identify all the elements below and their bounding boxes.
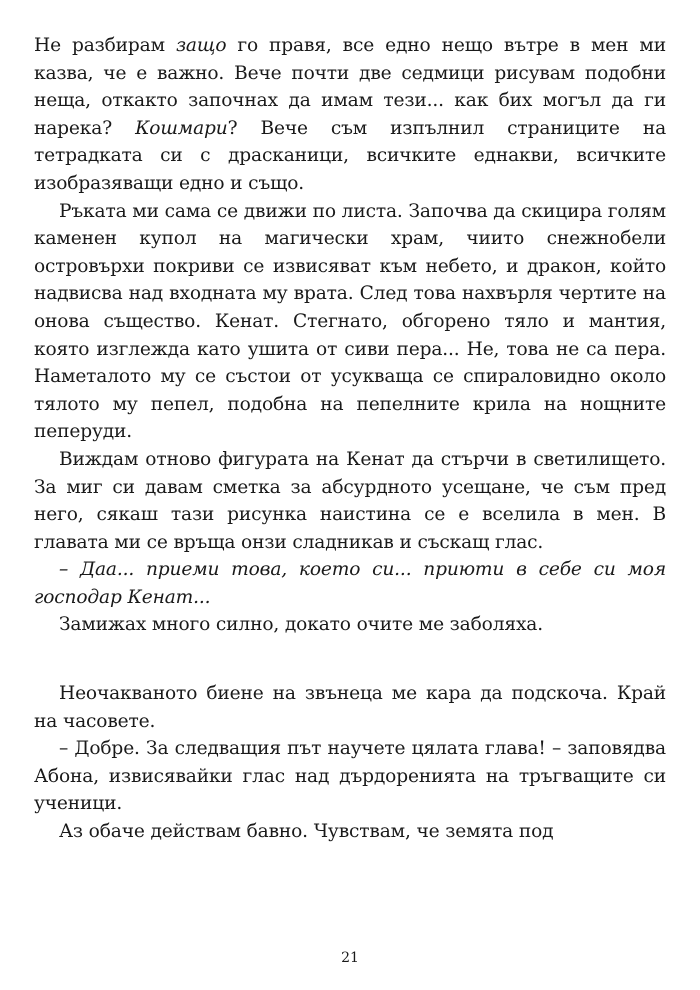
paragraph-1 [34,32,666,198]
paragraph-1-emphasis-nightmares: Кошмари [135,117,228,139]
paragraph-1-text-c: ? Вече съм изпълнил страниците на тетрадката си с драсканици, всичките еднакви, всичките изобразяващи едно и също. [34,117,666,194]
paragraph-3: Виждам отново фигурата на Кенат да стърчи в светилището. За миг си давам сметка за абсурдното усещане, че съм пред него, сякаш тази рисунка наистина се е вселила в мен. В главата ми се връща онзи сладникав и съскащ глас. [34,448,666,553]
page-body [34,32,666,846]
page-number: 21 [341,950,359,966]
section-break [34,639,666,680]
paragraph-5: Замижах много силно, докато очите ме заболяха. [59,614,543,636]
paragraph-1-text-b: го правя, все едно нещо вътре в мен ми казва, че е важно. Вече почти две седмици рисувам подобни неща, откакто започнах да имам тези... как бих могъл да ги нарека? [34,35,666,139]
paragraph-1-emphasis-why: защо [175,35,227,56]
paragraph-1-text-a: Не разбирам [34,35,176,56]
paragraph-7-dialogue: – Добре. За следващия път научете цялата глава! – заповядва Абона, извисявайки глас над дърдоренията на тръгващите си ученици. [34,738,666,815]
paragraph-6: Неочакваното биене на звънеца ме кара да подскоча. Край на часовете. [34,683,666,732]
paragraph-8: Аз обаче действам бавно. Чувствам, че земята под [59,821,554,843]
paragraph-2: Ръката ми сама се движи по листа. Започва да скицира голям каменен купол на магически храм, чиито снежнобели островърхи покриви се извисяват към небето, и дракон, който надвисва над входната му врата. След това нахвърля чертите на онова същество. Кенат. Стегнато, обгорено тяло и мантия, която изглежда като ушита от сиви пера... Не, това не са пера. Наметалото му се състои от усукваща се спираловидно около тялото му пепел, подобна на пепелните крила на нощните пеперуди. [34,200,666,443]
paragraph-4-dialogue: – Даа... приеми това, което си... приюти в себе си моя господар Кенат... [34,559,666,608]
